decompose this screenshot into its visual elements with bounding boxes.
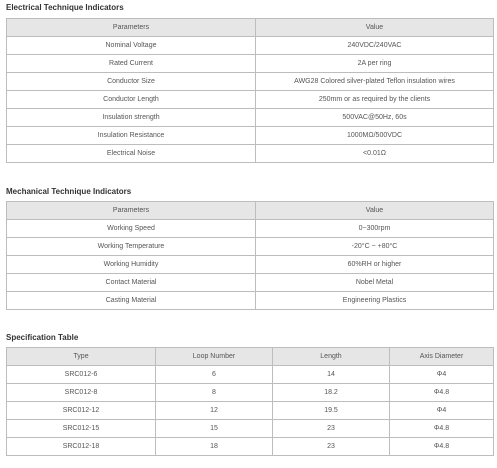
loop-number-cell: 18	[156, 438, 273, 456]
length-cell: 14	[273, 366, 390, 384]
value-cell: Engineering Plastics	[256, 292, 494, 310]
parameter-cell: Insulation strength	[7, 109, 256, 127]
value-cell: -20°C ~ +80°C	[256, 238, 494, 256]
length-cell: 18.2	[273, 384, 390, 402]
column-header: Length	[273, 348, 390, 366]
type-cell: SRC012-15	[7, 420, 156, 438]
table-row	[7, 109, 494, 127]
parameter-cell: Casting Material	[7, 292, 256, 310]
value-cell: 500VAC@50Hz, 60s	[256, 109, 494, 127]
value-cell: 0~300rpm	[256, 220, 494, 238]
axis-diameter-cell: Φ4	[390, 366, 494, 384]
mechanical-section-title: Mechanical Technique Indicators	[6, 187, 132, 196]
parameter-cell: Conductor Size	[7, 73, 256, 91]
parameter-cell: Working Humidity	[7, 256, 256, 274]
parameter-cell: Working Temperature	[7, 238, 256, 256]
column-header: Axis Diameter	[390, 348, 494, 366]
parameter-cell: Contact Material	[7, 274, 256, 292]
table-row	[7, 145, 494, 163]
parameter-cell: Insulation Resistance	[7, 127, 256, 145]
loop-number-cell: 15	[156, 420, 273, 438]
parameter-cell: Electrical Noise	[7, 145, 256, 163]
value-cell: 60%RH or higher	[256, 256, 494, 274]
table-header-row	[7, 202, 494, 220]
length-cell: 19.5	[273, 402, 390, 420]
specification-table	[6, 347, 494, 456]
specification-section-title: Specification Table	[6, 333, 79, 342]
table-row	[7, 55, 494, 73]
type-cell: SRC012-8	[7, 384, 156, 402]
axis-diameter-cell: Φ4.8	[390, 384, 494, 402]
value-cell: 240VDC/240VAC	[256, 37, 494, 55]
axis-diameter-cell: Φ4.8	[390, 438, 494, 456]
table-row	[7, 292, 494, 310]
value-cell: 250mm or as required by the clients	[256, 91, 494, 109]
length-cell: 23	[273, 420, 390, 438]
column-header: Value	[256, 202, 494, 220]
length-cell: 23	[273, 438, 390, 456]
table-header-row	[7, 19, 494, 37]
type-cell: SRC012-12	[7, 402, 156, 420]
column-header: Loop Number	[156, 348, 273, 366]
loop-number-cell: 12	[156, 402, 273, 420]
electrical-table	[6, 18, 494, 163]
electrical-section-title: Electrical Technique Indicators	[6, 3, 124, 12]
column-header: Type	[7, 348, 156, 366]
type-cell: SRC012-18	[7, 438, 156, 456]
value-cell: AWG28 Colored silver-plated Teflon insulation wires	[256, 73, 494, 91]
table-row	[7, 127, 494, 145]
table-row	[7, 402, 494, 420]
value-cell: <0.01Ω	[256, 145, 494, 163]
parameter-cell: Conductor Length	[7, 91, 256, 109]
mechanical-table	[6, 201, 494, 310]
table-header-row	[7, 348, 494, 366]
table-row	[7, 238, 494, 256]
table-row	[7, 366, 494, 384]
type-cell: SRC012-6	[7, 366, 156, 384]
table-row	[7, 73, 494, 91]
column-header: Parameters	[7, 202, 256, 220]
table-row	[7, 438, 494, 456]
table-row	[7, 384, 494, 402]
column-header: Value	[256, 19, 494, 37]
table-row	[7, 220, 494, 238]
parameter-cell: Nominal Voltage	[7, 37, 256, 55]
table-row	[7, 420, 494, 438]
table-row	[7, 274, 494, 292]
axis-diameter-cell: Φ4	[390, 402, 494, 420]
axis-diameter-cell: Φ4.8	[390, 420, 494, 438]
table-row	[7, 37, 494, 55]
parameter-cell: Working Speed	[7, 220, 256, 238]
value-cell: 2A per ring	[256, 55, 494, 73]
value-cell: 1000MΩ/500VDC	[256, 127, 494, 145]
value-cell: Nobel Metal	[256, 274, 494, 292]
column-header: Parameters	[7, 19, 256, 37]
loop-number-cell: 8	[156, 384, 273, 402]
parameter-cell: Rated Current	[7, 55, 256, 73]
loop-number-cell: 6	[156, 366, 273, 384]
table-row	[7, 256, 494, 274]
table-row	[7, 91, 494, 109]
